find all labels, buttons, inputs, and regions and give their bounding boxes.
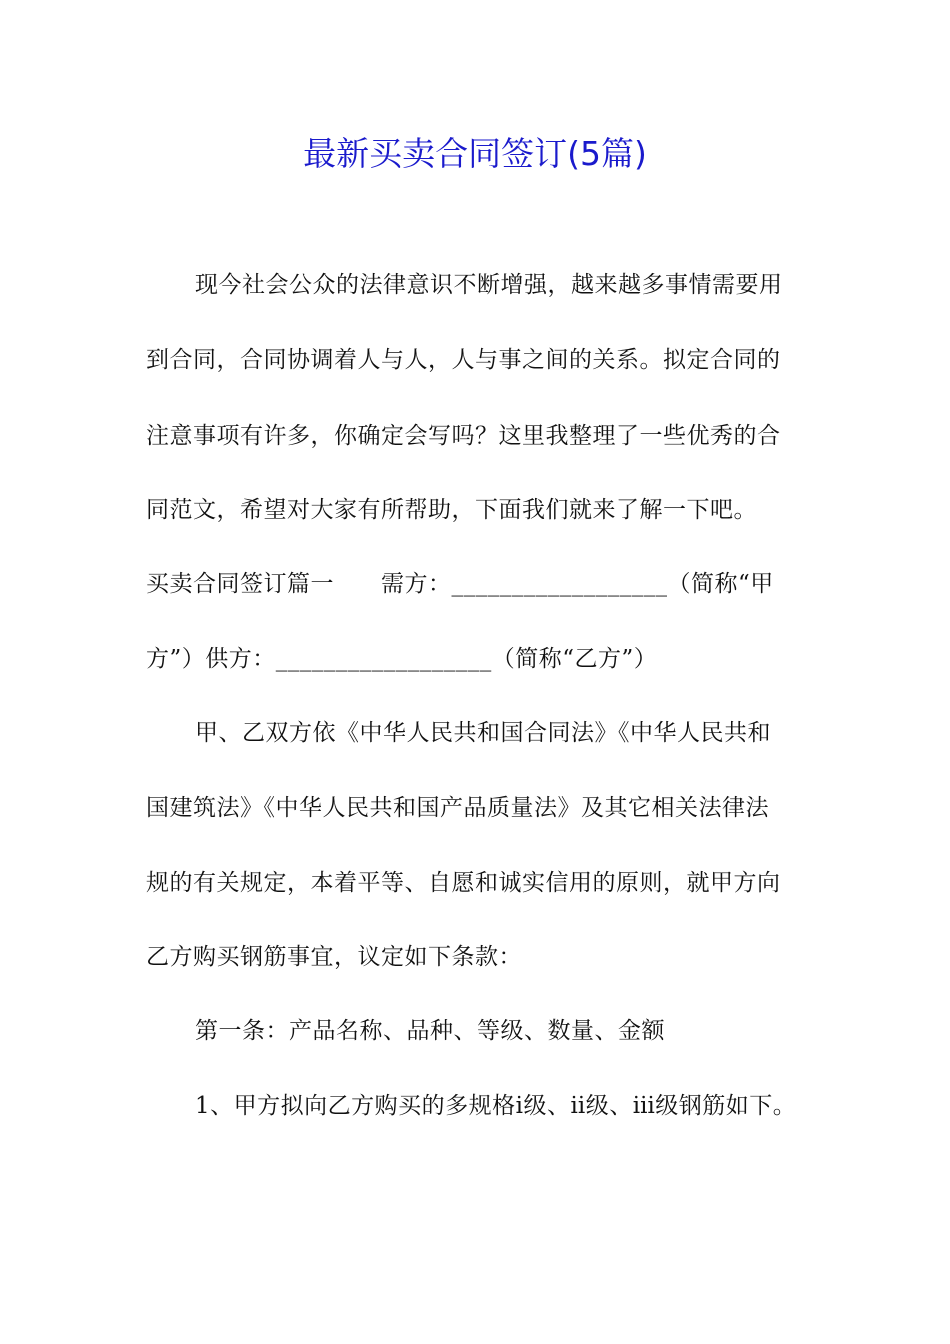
paragraph-line: 第一条：产品名称、品种、等级、数量、金额 xyxy=(195,1018,665,1044)
paragraph-line: 买卖合同签订篇一 需方：__________________（简称“甲 xyxy=(146,571,774,597)
paragraph-line: 现今社会公众的法律意识不断增强，越来越多事情需要用 xyxy=(195,272,783,298)
paragraph-line: 规的有关规定，本着平等、自愿和诚实信用的原则，就甲方向 xyxy=(146,870,781,896)
paragraph-line: 1、甲方拟向乙方购买的多规格ⅰ级、ⅱ级、ⅲ级钢筋如下。 xyxy=(195,1093,797,1119)
paragraph-line: 到合同，合同协调着人与人，人与事之间的关系。拟定合同的 xyxy=(146,347,781,373)
paragraph-line: 注意事项有许多，你确定会写吗？这里我整理了一些优秀的合 xyxy=(146,423,781,449)
paragraph-line: 方”）供方：__________________（简称“乙方”） xyxy=(146,646,658,672)
paragraph-line: 国建筑法》《中华人民共和国产品质量法》及其它相关法律法 xyxy=(146,795,769,821)
document-title: 最新买卖合同签订(5篇) xyxy=(303,134,647,173)
paragraph-line: 同范文，希望对大家有所帮助，下面我们就来了解一下吧。 xyxy=(146,497,757,523)
paragraph-line: 甲、乙双方依《中华人民共和国合同法》《中华人民共和 xyxy=(195,720,771,746)
paragraph-line: 乙方购买钢筋事宜，议定如下条款： xyxy=(146,944,522,970)
